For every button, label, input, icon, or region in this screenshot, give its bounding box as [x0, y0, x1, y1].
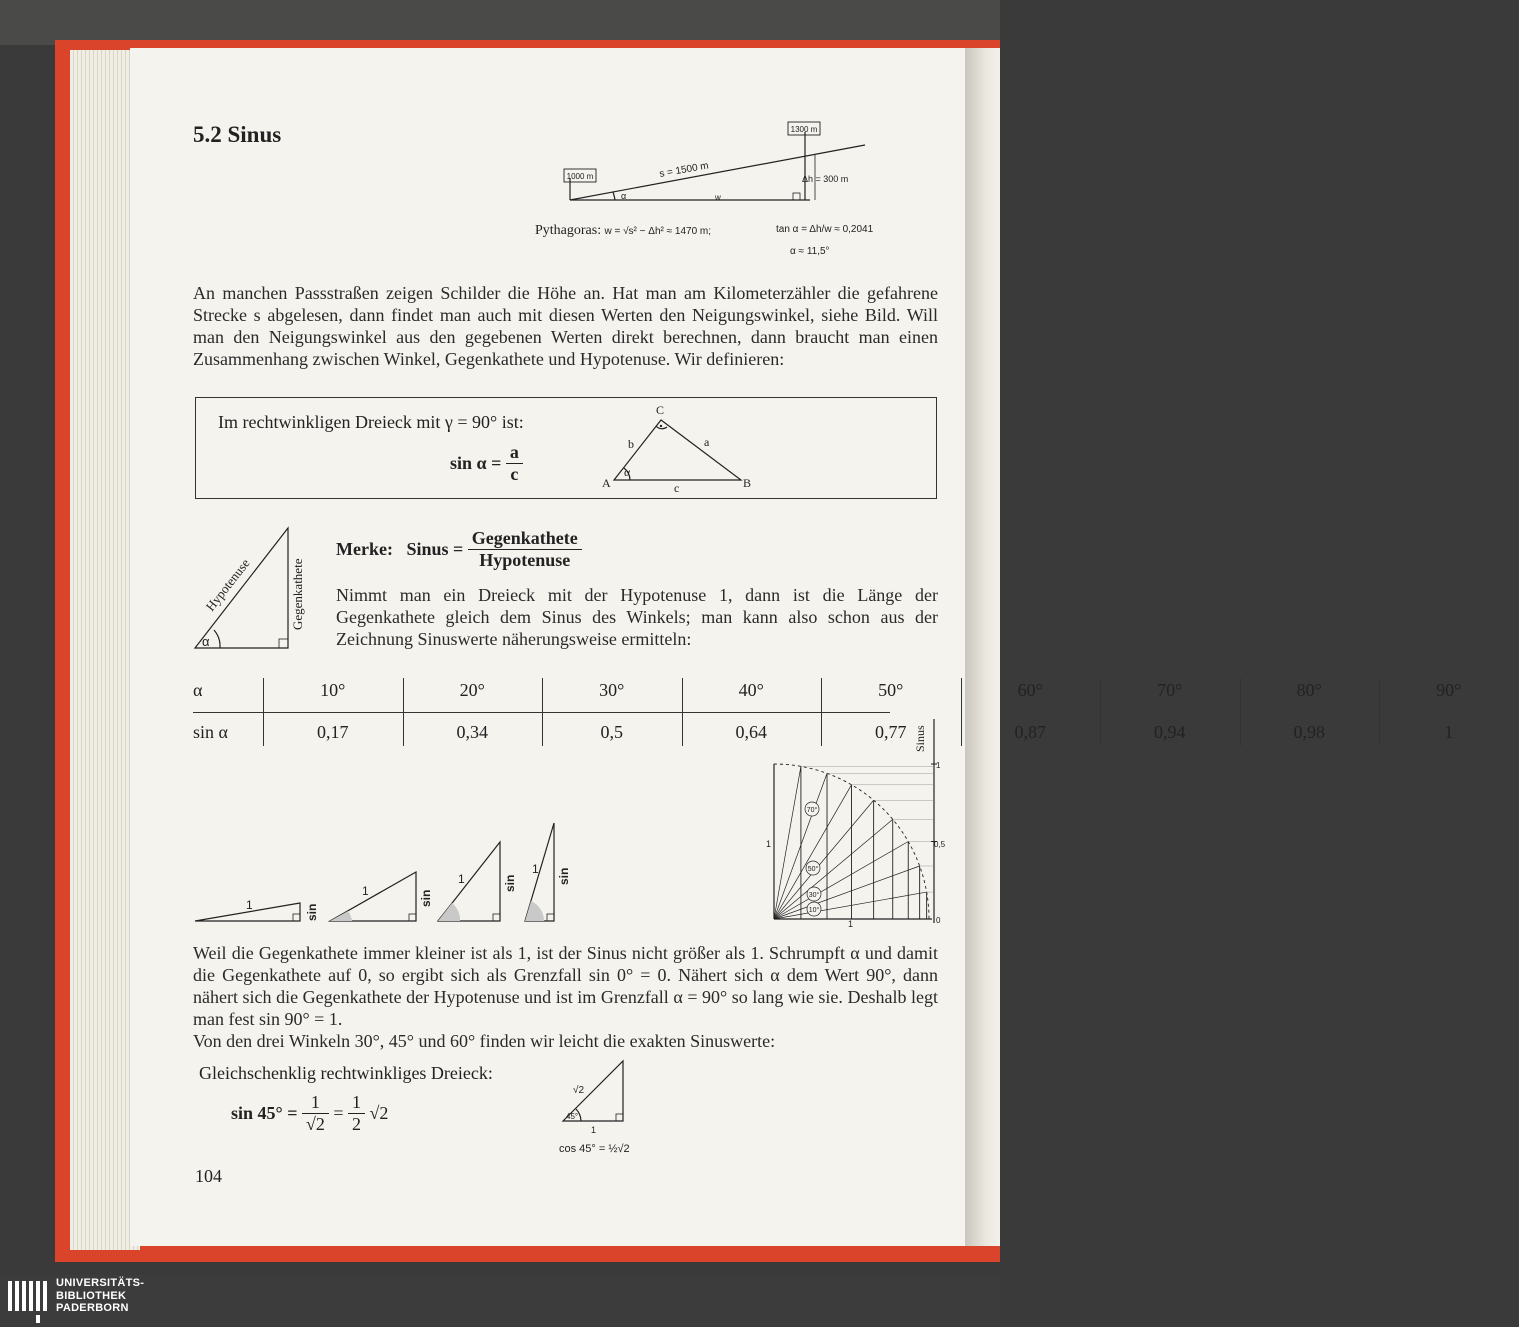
table-angle-cell: 80° — [1296, 680, 1322, 700]
dh-label: Δh = 300 m — [802, 174, 849, 184]
merke-formula: Merke: Sinus = $\frac{\text{Gegenkathete}}{\text{Hypotenuse}}$ — [336, 528, 582, 571]
svg-text:b: b — [628, 437, 634, 451]
height-bottom-label: 1000 m — [566, 172, 594, 181]
pythagoras-line — [535, 223, 711, 239]
table-angle-cell: 60° — [1017, 680, 1043, 700]
svg-text:1: 1 — [458, 872, 465, 886]
svg-text:B: B — [743, 476, 752, 490]
svg-text:0,5: 0,5 — [934, 840, 946, 849]
table-angle-cell: 20° — [459, 680, 485, 700]
height-top-label: 1300 m — [790, 125, 818, 134]
table-angle-cell: 10° — [320, 680, 346, 700]
svg-text:1: 1 — [936, 761, 941, 770]
svg-text:a: a — [704, 435, 710, 449]
svg-text:1: 1 — [362, 884, 369, 898]
isosceles-heading: Gleichschenklig rechtwinkliges Dreieck: — [199, 1063, 493, 1083]
w-label: w — [715, 193, 721, 202]
table-angle-cell: 50° — [878, 680, 904, 700]
table-sine-cell: 0,5 — [600, 722, 623, 742]
pythagoras-prefix: Pythagoras: — [535, 223, 602, 238]
quarter-circle-figure — [760, 712, 950, 932]
definition-formula: sin α = $\frac{a}{c}$ — [450, 442, 523, 485]
svg-text:1: 1 — [591, 1125, 597, 1135]
table-angle-cell: 70° — [1157, 680, 1183, 700]
angle-badge-label: 50° — [807, 866, 819, 873]
svg-text:0: 0 — [936, 916, 941, 925]
svg-text:sin: sin — [305, 903, 319, 921]
svg-text:C: C — [656, 403, 665, 417]
table-sine-cell: 0,34 — [456, 722, 488, 742]
svg-text:α: α — [624, 465, 631, 479]
svg-text:α: α — [202, 634, 210, 649]
page-gutter — [965, 48, 1000, 1246]
isosceles-triangle — [555, 1055, 645, 1160]
svg-text:sin: sin — [557, 867, 571, 885]
definition-triangle — [596, 400, 766, 494]
svg-text:c: c — [674, 481, 680, 495]
definition-box — [195, 397, 937, 499]
table-sine-cell: 0,87 — [1014, 722, 1046, 742]
table-sine-cell: 0,17 — [317, 722, 349, 742]
merke-triangle — [190, 520, 320, 655]
section-number: 5.2 — [193, 122, 222, 147]
conclusion-paragraph: Weil die Gegenkathete immer kleiner ist als 1, ist der Sinus nicht größer als 1. Schrumpft α und damit die Gegenkathete auf 0, so ergibt sich als Grenzfall sin 0° = 0. Nähert sich α dem Wert 90°, dann nähert sich die Gegenkathete der Hypotenuse und ist im Grenzfall α = 90° so lang wie sie. Deshalb legt man fest sin 90° = 1. Von den drei Winkeln 30°, 45° und 60° finden wir leicht die exakten Sinuswerte: — [193, 943, 938, 1051]
merke-text: Nimmt man ein Dreieck mit der Hypotenuse 1, dann ist die Länge der Gegenkathete gleich dem Sinus des Winkels; man kann also schon aus der Zeichnung Sinuswerte näherungsweise ermitteln: — [336, 585, 938, 649]
library-name: UNIVERSITÄTS- BIBLIOTHEK PADERBORN — [56, 1277, 145, 1314]
footer-bar — [0, 1275, 1000, 1327]
triangles-figure — [190, 815, 590, 930]
table-row-label-alpha: α — [193, 680, 203, 700]
svg-text:√2: √2 — [573, 1085, 585, 1096]
definition-fraction: $\frac{a}{c}$ — [506, 442, 523, 485]
svg-text:sin: sin — [419, 889, 433, 907]
svg-text:1: 1 — [532, 862, 539, 876]
angle-badge-label: 70° — [806, 807, 818, 814]
svg-text:1: 1 — [848, 919, 854, 929]
svg-text:1: 1 — [766, 839, 772, 849]
scan-background — [0, 0, 1000, 45]
table-angle-cell: 30° — [599, 680, 625, 700]
table-sine-cell: 0,94 — [1154, 722, 1186, 742]
s-label: s = 1500 m — [658, 160, 710, 180]
merke-fraction: $\frac{\text{Gegenkathete}}{\text{Hypotenuse}}$ — [468, 528, 582, 571]
svg-text:45°: 45° — [566, 1112, 579, 1121]
table-sine-cell: 1 — [1444, 722, 1454, 742]
opposite-label: Gegenkathete — [290, 558, 305, 630]
definition-text: Im rechtwinkligen Dreieck mit γ = 90° ist: — [218, 412, 524, 432]
table-angle-cell: 90° — [1436, 680, 1462, 700]
page-number: 104 — [195, 1166, 222, 1186]
svg-text:1: 1 — [246, 898, 253, 912]
svg-text:cos 45° = ½√2: cos 45° = ½√2 — [559, 1143, 630, 1155]
svg-text:A: A — [602, 476, 611, 490]
alpha-result: α ≈ 11,5° — [790, 246, 830, 257]
section-heading — [193, 122, 281, 148]
table-angle-cell: 40° — [738, 680, 764, 700]
quarter-axis-title: Sinus — [913, 725, 927, 752]
angle-badge-label: 10° — [808, 907, 820, 914]
pythagoras-formula: w = √s² − Δh² ≈ 1470 m; — [604, 226, 712, 237]
intro-paragraph: An manchen Passstraßen zeigen Schilder die Höhe an. Hat man am Kilometerzähler die gefahrene Strecke s abgelesen, dann findet man auch mit diesen Werten den Neigungswinkel, siehe Bild. Will man den Neigungswinkel aus den gegebenen Werten direkt berechnen, dann braucht man einen Zusammenhang zwischen Winkel, Gegenkathete und Hypotenuse. Wir definieren: — [193, 283, 938, 369]
table-sine-cell: 0,77 — [875, 722, 907, 742]
alpha-label: α — [621, 191, 627, 201]
library-logo-icon — [6, 1279, 51, 1325]
tan-formula: tan α = Δh/w ≈ 0,2041 — [776, 224, 874, 235]
hypotenuse-label: Hypotenuse — [202, 555, 253, 614]
angle-badge-label: 30° — [808, 892, 820, 899]
section-title: Sinus — [227, 122, 282, 147]
sin45-formula: sin 45° = $\frac{1}{√2}$ = $\frac{1}{2}$ √2 — [231, 1092, 389, 1134]
slope-line — [570, 145, 865, 200]
table-row-label-sin: sin α — [193, 722, 228, 742]
table-sine-cell: 0,64 — [735, 722, 767, 742]
svg-text:sin: sin — [503, 874, 517, 892]
table-sine-cell: 0,98 — [1293, 722, 1325, 742]
